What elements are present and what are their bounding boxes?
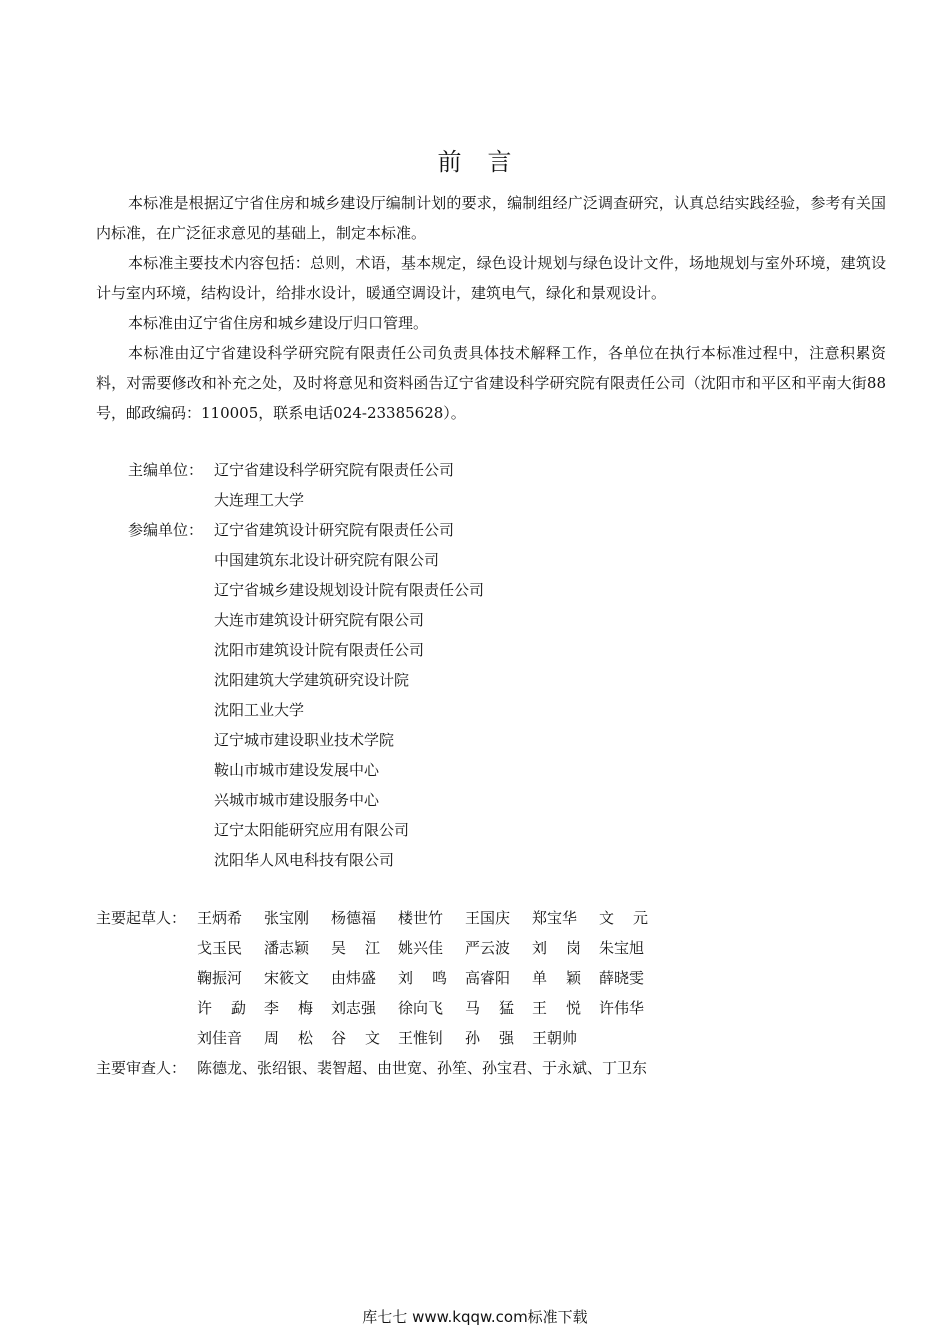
drafter-name: 许伟华	[599, 999, 645, 1017]
drafter-name: 吴 江	[331, 939, 380, 957]
drafter-row	[96, 933, 896, 963]
drafter-name: 王 悦	[532, 999, 581, 1017]
drafter-name: 杨德福	[331, 909, 377, 927]
unit-name: 大连市建筑设计研究院有限公司	[214, 611, 425, 629]
drafter-row	[96, 903, 896, 933]
drafter-name: 由炜盛	[331, 969, 377, 987]
unit-name: 沈阳华人风电科技有限公司	[214, 851, 395, 869]
unit-row	[128, 605, 828, 635]
foreword-body	[96, 188, 886, 428]
unit-row	[128, 725, 828, 755]
unit-name: 大连理工大学	[214, 491, 305, 509]
reviewers-row	[96, 1053, 896, 1083]
unit-row	[128, 485, 828, 515]
paragraph: 本标准是根据辽宁省住房和城乡建设厅编制计划的要求，编制组经广泛调查研究，认真总结实践经验，参考有关国内标准，在广泛征求意见的基础上，制定本标准。	[96, 194, 886, 242]
unit-name: 沈阳市建筑设计院有限责任公司	[214, 641, 425, 659]
unit-name: 沈阳工业大学	[214, 701, 305, 719]
drafter-name: 马 猛	[465, 999, 514, 1017]
drafter-name: 朱宝旭	[599, 939, 645, 957]
drafter-name: 文 元	[599, 909, 648, 927]
unit-row	[128, 695, 828, 725]
drafter-name: 严云波	[465, 939, 511, 957]
reviewer-names: 陈德龙、张绍银、裴智超、由世宽、孙笙、孙宝君、于永斌、丁卫东	[197, 1059, 648, 1077]
drafter-name: 李 梅	[264, 999, 313, 1017]
drafter-name: 高睿阳	[465, 969, 511, 987]
drafter-name: 王国庆	[465, 909, 511, 927]
unit-row	[128, 845, 828, 875]
co-editor-label: 参编单位：	[128, 521, 204, 539]
unit-row	[128, 515, 828, 545]
drafters-list	[96, 903, 896, 1053]
drafter-name: 刘 岗	[532, 939, 581, 957]
drafter-name: 姚兴佳	[398, 939, 444, 957]
drafters-reviewers	[96, 903, 896, 1083]
drafter-name: 宋筱文	[264, 969, 310, 987]
unit-row	[128, 815, 828, 845]
drafter-name: 王惟钊	[398, 1029, 444, 1047]
unit-name: 辽宁城市建设职业技术学院	[214, 731, 395, 749]
drafter-row	[96, 1023, 896, 1053]
drafter-name: 郑宝华	[532, 909, 578, 927]
drafter-name: 鞠振河	[197, 969, 243, 987]
drafter-name: 单 颖	[532, 969, 581, 987]
drafters-label: 主要起草人：	[96, 909, 187, 927]
paragraph: 本标准由辽宁省建设科学研究院有限责任公司负责具体技术解释工作，各单位在执行本标准过程中，注意积累资料，对需要修改和补充之处，及时将意见和资料函告辽宁省建设科学研究院有限责任公司（沈阳市和平区和平南大街88号，邮政编码：110005，联系电话024-23385628）。	[96, 344, 886, 422]
drafter-row	[96, 993, 896, 1023]
unit-row	[128, 575, 828, 605]
drafter-name: 许 勐	[197, 999, 246, 1017]
drafter-name: 周 松	[264, 1029, 313, 1047]
unit-row	[128, 545, 828, 575]
chief-editor-label: 主编单位：	[128, 461, 204, 479]
drafter-name: 王炳希	[197, 909, 243, 927]
unit-name: 沈阳建筑大学建筑研究设计院	[214, 671, 410, 689]
editing-units	[128, 455, 828, 875]
unit-name: 鞍山市城市建设发展中心	[214, 761, 380, 779]
drafter-name: 徐向飞	[398, 999, 444, 1017]
drafter-name: 楼世竹	[398, 909, 444, 927]
unit-name: 兴城市城市建设服务中心	[214, 791, 380, 809]
unit-name: 辽宁省建设科学研究院有限责任公司	[214, 461, 455, 479]
paragraph: 本标准由辽宁省住房和城乡建设厅归口管理。	[128, 314, 429, 332]
drafter-name: 刘 鸣	[398, 969, 447, 987]
drafter-name: 戈玉民	[197, 939, 243, 957]
drafter-row	[96, 963, 896, 993]
drafter-name: 潘志颖	[264, 939, 310, 957]
drafter-name: 刘志强	[331, 999, 377, 1017]
drafter-name: 王朝帅	[532, 1029, 578, 1047]
drafter-name: 孙 强	[465, 1029, 514, 1047]
unit-row	[128, 755, 828, 785]
drafter-name: 薛晓雯	[599, 969, 645, 987]
drafter-name: 刘佳音	[197, 1029, 243, 1047]
unit-name: 辽宁省建筑设计研究院有限责任公司	[214, 521, 455, 539]
unit-row	[128, 455, 828, 485]
paragraph: 本标准主要技术内容包括：总则，术语，基本规定，绿色设计规划与绿色设计文件，场地规划与室外环境，建筑设计与室内环境，结构设计，给排水设计，暖通空调设计，建筑电气，绿化和景观设计。	[96, 254, 886, 302]
unit-name: 辽宁太阳能研究应用有限公司	[214, 821, 410, 839]
page-title: 前 言	[437, 148, 513, 176]
unit-row	[128, 665, 828, 695]
footer-watermark: 库七七 www.kqqw.com标准下载	[362, 1308, 588, 1326]
drafter-name: 张宝刚	[264, 909, 310, 927]
unit-row	[128, 785, 828, 815]
unit-name: 中国建筑东北设计研究院有限公司	[214, 551, 440, 569]
unit-name: 辽宁省城乡建设规划设计院有限责任公司	[214, 581, 485, 599]
reviewers-label: 主要审查人：	[96, 1059, 187, 1077]
drafter-name: 谷 文	[331, 1029, 380, 1047]
unit-row	[128, 635, 828, 665]
